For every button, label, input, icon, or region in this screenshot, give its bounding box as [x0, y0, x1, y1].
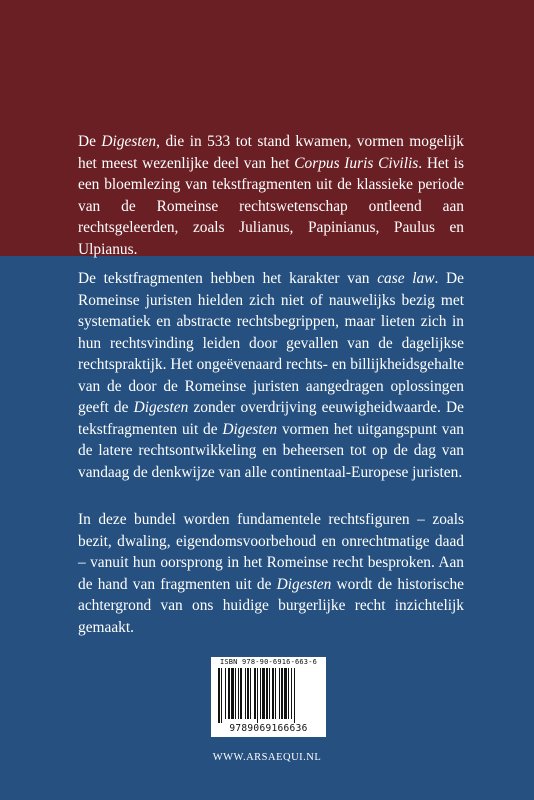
barcode-bar [262, 668, 265, 719]
bundle-paragraph: In deze bundel worden fundamentele rechtsfiguren – zoals bezit, dwaling, eigendomsvoorbehoud en onrechtmatige daad – vanuit hun oorsprong in het Romeinse recht besproken. Aan de hand van fragmenten uit de Digesten wordt de historische achtergrond van ons huidige burgerlijke recht inzichtelijk gemaakt. [78, 511, 465, 636]
barcode-bar [228, 668, 230, 719]
barcode-bar [247, 668, 249, 719]
barcode-bar [218, 668, 220, 723]
publisher-website: WWW.ARSAEQUI.NL [212, 752, 322, 763]
barcode-bar [221, 668, 222, 723]
barcode-bar [250, 668, 251, 719]
barcode-bar [245, 668, 246, 719]
barcode-bar [294, 668, 295, 723]
barcode-bar [231, 668, 234, 719]
barcode-bar [238, 668, 239, 719]
barcode-bar [235, 668, 236, 719]
barcode-bar [240, 668, 242, 719]
barcode-bar [275, 668, 276, 719]
barcode-bar [281, 668, 283, 719]
barcode-bar [269, 668, 270, 719]
barcode-bar [279, 668, 280, 719]
isbn-number: 9789069166636 [229, 723, 308, 734]
barcode-bar [225, 668, 226, 719]
intro-paragraph: De Digesten, die in 533 tot stand kwamen, vormen mogelijk het meest wezenlijke deel van het Corpus Iuris Civilis. Het is een bloemlezing van tekstfragmenten uit de klassieke periode van de Romeinse rechtswetenschap ontleend aan rechtsgeleerden, zoals Julianus, Papinianus, Paulus en Ulpianus. [78, 133, 465, 258]
isbn-barcode [211, 657, 326, 737]
barcode-bar [260, 668, 261, 719]
barcode-bar [266, 668, 268, 719]
case-law-paragraph: De tekstfragmenten hebben het karakter van case law. De Romeinse juristen hielden zich niet of nauwelijks bezig met systematiek en abstracte rechtsbegrippen, maar lieten zich in hun rechtsvinding leiden door gevallen van de dagelijkse rechtspraktijk. Het ongeëvenaard rechts- en billijkheidsgehalte van de door de Romeinse juristen aangedragen oplossingen geeft de Digesten zonder overdrijving eeuwigheidwaarde. De tekstfragmenten uit de Digesten vormen het uitgangspunt van de latere rechtsontwikkeling en beheersen tot op de dag van vandaag de denkwijze van alle continentaal-Europese juristen. [78, 270, 464, 481]
isbn-label: ISBN 978-90-6916-663-6 [219, 658, 318, 666]
barcode-bar [272, 668, 274, 719]
barcode-bar [257, 668, 258, 723]
barcode-bar [254, 668, 256, 719]
barcode-bars-icon [216, 668, 321, 723]
barcode-bar [284, 668, 287, 719]
barcode-bar [291, 668, 292, 719]
barcode-bar [288, 668, 289, 719]
